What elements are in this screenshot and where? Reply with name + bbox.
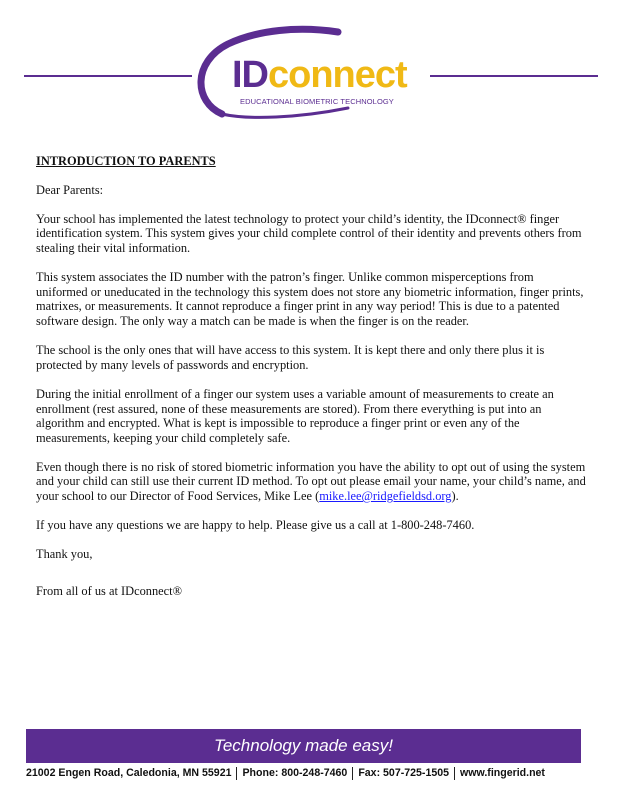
signoff: From all of us at IDconnect®	[36, 584, 183, 599]
footer-website[interactable]: www.fingerid.net	[460, 767, 545, 779]
letter-body	[36, 154, 586, 613]
paragraph-5-text: Even though there is no risk of stored biometric information you have the ability to opt out of using the system and your child can still use their current ID method. To opt out please email your name, your child’s name, and your school to our Director of Food Services, Mike Lee (	[36, 459, 586, 504]
logo-connect-text: connect	[268, 54, 407, 96]
header-rule-right	[430, 75, 598, 77]
footer-divider	[352, 767, 353, 780]
footer-divider	[236, 767, 237, 780]
closing: Thank you,	[36, 547, 93, 562]
paragraph-4: During the initial enrollment of a finger our system uses a variable amount of measurements to create an enrollment (rest assured, none of these measurements are stored). From there everything is put into an algorithm and encrypted. What is kept is impossible to reproduce a finger print or even any of the measurements, keeping your child completely safe.	[36, 386, 554, 445]
footer-contact-line	[26, 765, 586, 781]
logo-tagline: EDUCATIONAL BIOMETRIC TECHNOLOGY	[240, 97, 394, 106]
letter-heading: INTRODUCTION TO PARENTS	[36, 154, 216, 168]
footer-slogan-bar: Technology made easy!	[26, 729, 581, 763]
footer-fax: Fax: 507-725-1505	[358, 767, 450, 779]
paragraph-5	[36, 460, 586, 504]
paragraph-3: The school is the only ones that will have access to this system. It is kept there and only there plus it is protected by many levels of passwords and encryption.	[36, 343, 545, 372]
idconnect-logo	[188, 22, 432, 122]
paragraph-1: Your school has implemented the latest technology to protect your child’s identity, the IDconnect® finger identification system. This system gives your child complete control of their identity and prevents others from stealing their vital information.	[36, 211, 582, 255]
footer-divider	[454, 767, 455, 780]
email-link[interactable]: mike.lee@ridgefieldsd.org	[319, 489, 452, 504]
header-rule-left	[24, 75, 192, 77]
paragraph-2: This system associates the ID number with the patron’s finger. Unlike common misperceptions from uniformed or uneducated in the technology this system does not store any biometric information, finger prints, matrixes, or measurements. It cannot reproduce a finger print in any way period! This is due to a patented software design. The only way a match can be made is when the finger is on the reader.	[36, 270, 584, 328]
logo-wordmark	[232, 56, 407, 94]
paragraph-5-end: ).	[451, 489, 459, 504]
footer-phone: Phone: 800-248-7460	[242, 767, 348, 779]
salutation: Dear Parents:	[36, 182, 104, 197]
footer-address: 21002 Engen Road, Caledonia, MN 55921	[26, 767, 232, 779]
paragraph-6: If you have any questions we are happy to help. Please give us a call at 1-800-248-7460.	[36, 518, 475, 533]
logo-id-text: ID	[232, 54, 268, 96]
